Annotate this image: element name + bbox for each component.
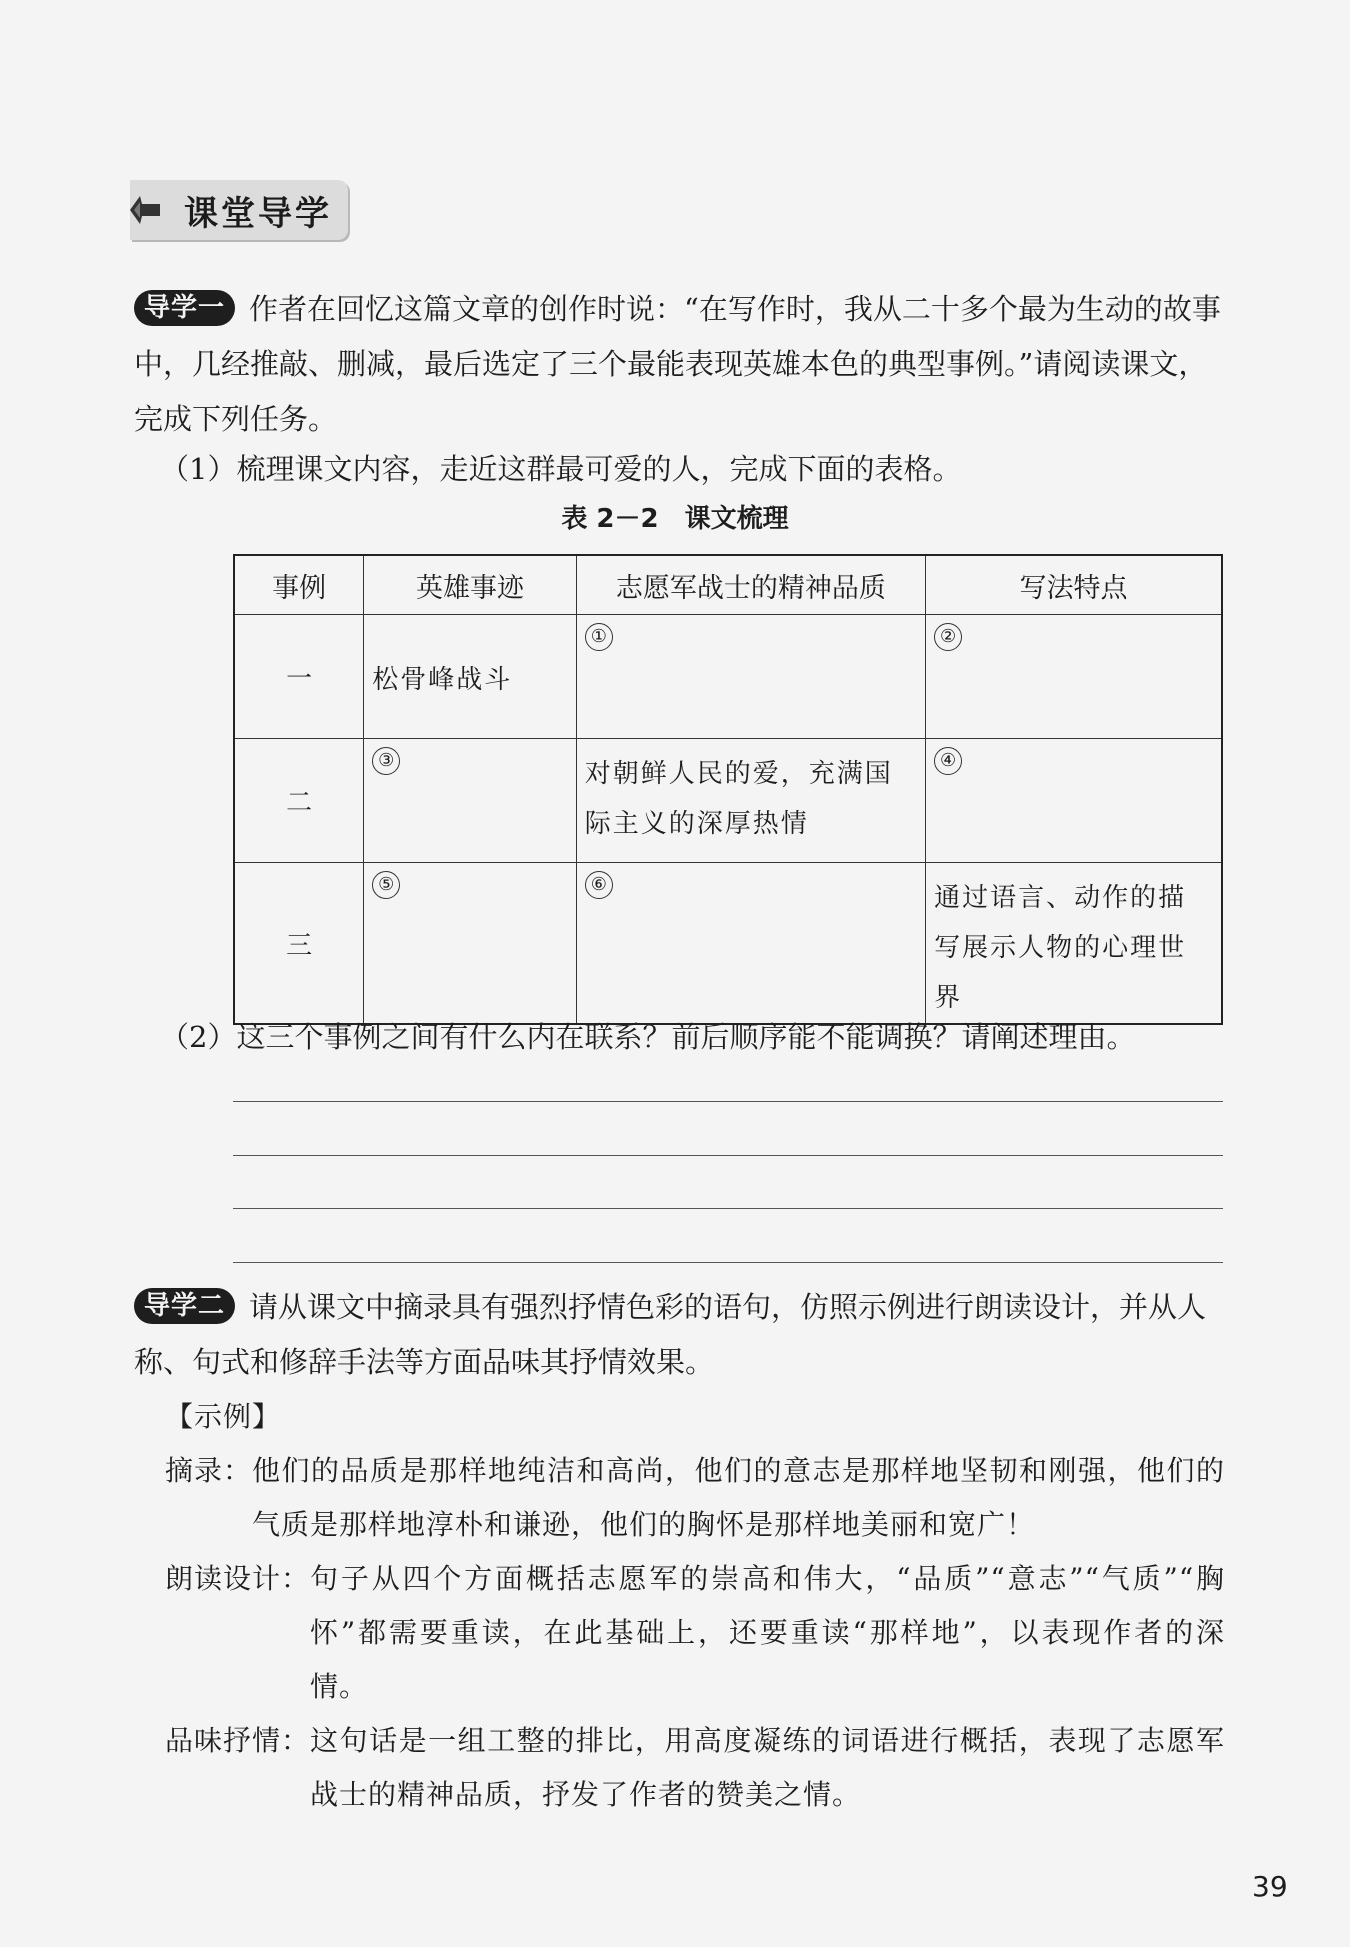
section-banner: [130, 180, 348, 240]
appreciation-text: 这句话是一组工整的排比，用高度凝练的词语进行概括，表现了志愿军战士的精神品质，抒发了作者的赞美之情。: [310, 1724, 1225, 1811]
appreciation-row: [165, 1714, 1225, 1822]
task2-badge: 导学二: [134, 1288, 235, 1324]
case-cell: 一: [234, 615, 364, 739]
table-row: [234, 739, 1222, 863]
style-text: 通过语言、动作的描写展示人物的心理世界: [934, 883, 1187, 1013]
table-header-row: [234, 555, 1222, 615]
deed-cell[interactable]: [364, 739, 577, 863]
table-row: [234, 615, 1222, 739]
header-deed: 英雄事迹: [364, 555, 577, 615]
case-cell: 二: [234, 739, 364, 863]
excerpt-row: [165, 1444, 1225, 1552]
task1-sub2: （2）这三个事例之间有什么内在联系？前后顺序能不能调换？请阐述理由。: [160, 1020, 1136, 1054]
deed-cell[interactable]: [364, 863, 577, 1025]
reading-row: [165, 1552, 1225, 1714]
header-style: 写法特点: [926, 555, 1222, 615]
blank-marker: ④: [934, 747, 962, 775]
blank-marker: ⑥: [585, 871, 613, 899]
blank-marker: ②: [934, 623, 962, 651]
blank-marker: ③: [372, 747, 400, 775]
task2-intro-text: 请从课文中摘录具有强烈抒情色彩的语句，仿照示例进行朗读设计，并从人称、句式和修辞手法等方面品味其抒情效果。: [134, 1290, 1207, 1379]
blank-marker: ⑤: [372, 871, 400, 899]
quality-cell[interactable]: [576, 863, 925, 1025]
blank-marker: ①: [585, 623, 613, 651]
quality-cell: [576, 739, 925, 863]
style-cell[interactable]: [926, 615, 1222, 739]
reading-label: 朗读设计：: [165, 1562, 311, 1595]
table-row: [234, 863, 1222, 1025]
style-cell: [926, 863, 1222, 1025]
banner-arrow-icon: [126, 190, 166, 230]
table-caption: 表 2－2 课文梳理: [561, 504, 789, 534]
example-block: [165, 1390, 1225, 1822]
example-label: 【示例】: [165, 1400, 282, 1433]
answer-line[interactable]: [233, 1155, 1223, 1156]
appreciation-label: 品味抒情：: [165, 1724, 311, 1757]
answer-line[interactable]: [233, 1262, 1223, 1263]
task2-intro: [134, 1280, 1224, 1390]
deed-text: 松骨峰战斗: [372, 665, 513, 695]
header-case: 事例: [234, 555, 364, 615]
quality-cell[interactable]: [576, 615, 925, 739]
excerpt-text: 他们的品质是那样地纯洁和高尚，他们的意志是那样地坚韧和刚强，他们的气质是那样地淳朴和谦逊，他们的胸怀是那样地美丽和宽广！: [252, 1454, 1225, 1541]
excerpt-label: 摘录：: [165, 1454, 253, 1487]
task1-sub1: （1）梳理课文内容，走近这群最可爱的人，完成下面的表格。: [160, 452, 962, 486]
deed-cell[interactable]: [364, 615, 577, 739]
page-number: 39: [1252, 1870, 1288, 1903]
style-cell[interactable]: [926, 739, 1222, 863]
task1-badge: 导学一: [134, 290, 235, 326]
header-quality: 志愿军战士的精神品质: [576, 555, 925, 615]
task1-intro: [134, 282, 1224, 447]
reading-text: 句子从四个方面概括志愿军的崇高和伟大，“品质”“意志”“气质”“胸怀”都需要重读，在此基础上，还要重读“那样地”，以表现作者的深情。: [310, 1562, 1225, 1703]
answer-line[interactable]: [233, 1101, 1223, 1102]
task1-intro-text: 作者在回忆这篇文章的创作时说：“在写作时，我从二十多个最为生动的故事中，几经推敲、删减，最后选定了三个最能表现英雄本色的典型事例。”请阅读课文，完成下列任务。: [134, 292, 1221, 436]
outline-table: [233, 554, 1223, 1025]
case-cell: 三: [234, 863, 364, 1025]
answer-line[interactable]: [233, 1208, 1223, 1209]
quality-text: 对朝鲜人民的爱，充满国际主义的深厚热情: [584, 759, 893, 839]
section-title: 课堂导学: [184, 194, 332, 234]
